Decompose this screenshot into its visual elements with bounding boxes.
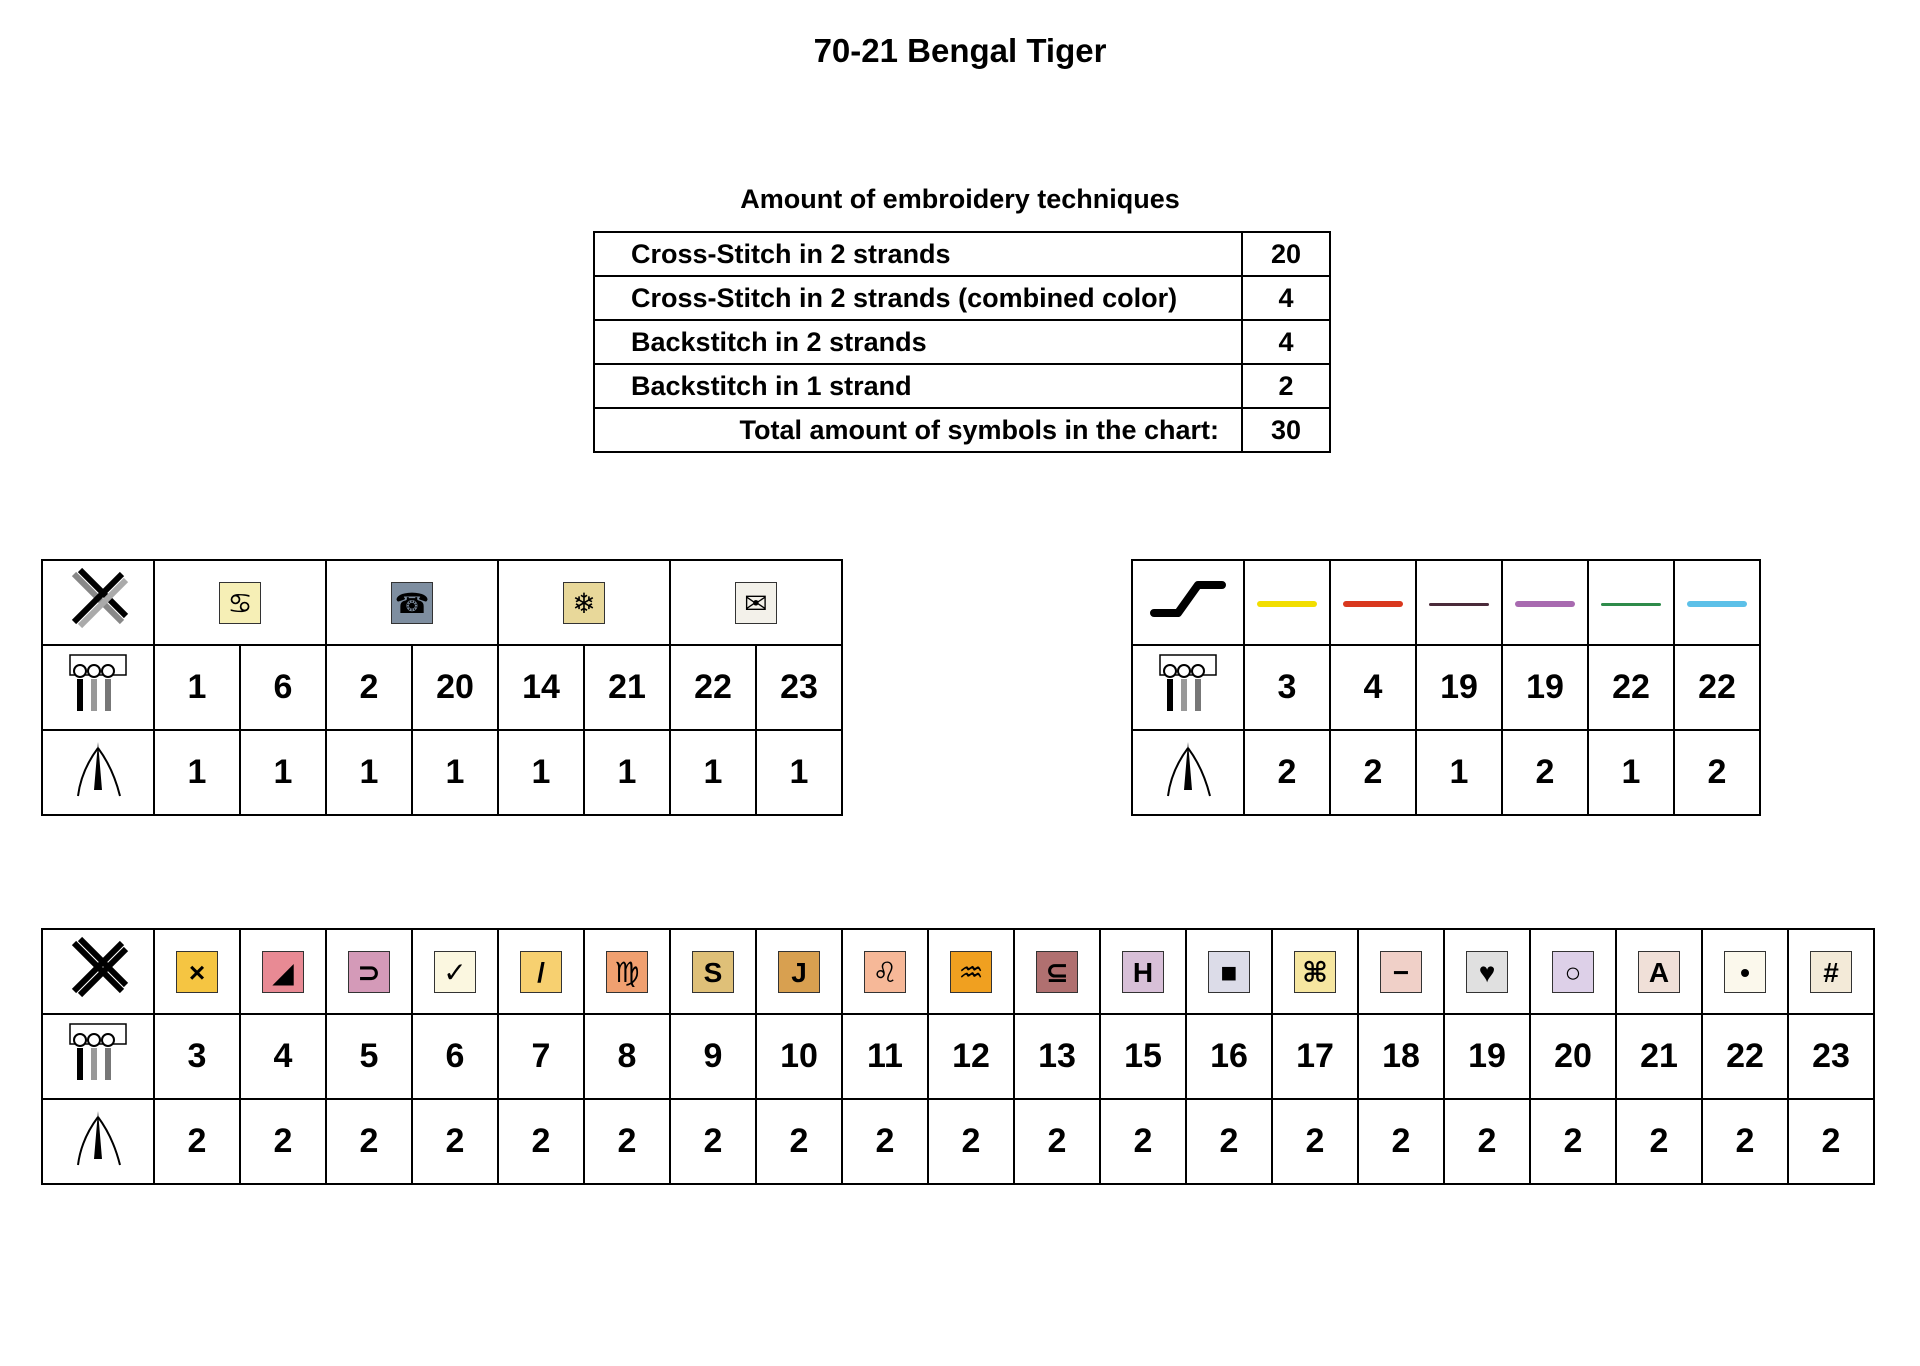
command-icon: ⌘ [1294,951,1336,993]
color-number: 20 [412,645,498,730]
strand-count: 1 [1588,730,1674,815]
strand-count: 1 [326,730,412,815]
heart-icon: ♥ [1466,951,1508,993]
strand-count: 2 [928,1099,1014,1184]
techniques-summary-table [593,231,1331,453]
color-number: 2 [326,645,412,730]
needle-icon [42,1099,154,1184]
color-number: 3 [1244,645,1330,730]
strands-row [1132,730,1760,815]
summary-total-row [594,408,1330,452]
strand-count: 2 [240,1099,326,1184]
strand-count: 2 [1186,1099,1272,1184]
strand-count: 2 [1702,1099,1788,1184]
color-number: 22 [1674,645,1760,730]
summary-label: Backstitch in 2 strands [594,320,1242,364]
symbol-row [42,929,1874,1014]
line-row [1132,560,1760,645]
color-number: 1 [154,645,240,730]
cross-stitch-icon [42,560,154,645]
symbol-cell [240,929,326,1014]
color-number: 11 [842,1014,928,1099]
strand-count: 2 [1100,1099,1186,1184]
backstitch-icon [1132,560,1244,645]
letter-h-icon: H [1122,951,1164,993]
color-number: 19 [1444,1014,1530,1099]
symbol-cell [412,929,498,1014]
summary-value: 20 [1242,232,1330,276]
color-number: 22 [1588,645,1674,730]
needle-icon [1132,730,1244,815]
symbol-cell [842,929,928,1014]
strand-count: 2 [154,1099,240,1184]
color-number: 8 [584,1014,670,1099]
color-row [1132,645,1760,730]
cross-stitch-icon [42,929,154,1014]
strand-count: 2 [1358,1099,1444,1184]
summary-total-label: Total amount of symbols in the chart: [594,408,1242,452]
line-cell [1416,560,1502,645]
color-number: 21 [584,645,670,730]
color-number: 6 [412,1014,498,1099]
strand-count: 1 [412,730,498,815]
color-number: 10 [756,1014,842,1099]
summary-row [594,232,1330,276]
backstitch-line-icon [1687,601,1747,607]
strand-count: 1 [240,730,326,815]
symbol-cell [1788,929,1874,1014]
color-number: 5 [326,1014,412,1099]
symbol-cell [1014,929,1100,1014]
subset-icon: ⊆ [1036,951,1078,993]
symbol-cell [1186,929,1272,1014]
color-number: 19 [1416,645,1502,730]
leo-sign-icon: ♌ [864,951,906,993]
color-number: 13 [1014,1014,1100,1099]
color-number: 20 [1530,1014,1616,1099]
symbol-cell [670,560,842,645]
combined-cross-stitch-legend [41,559,843,816]
summary-value: 4 [1242,320,1330,364]
strand-count: 2 [670,1099,756,1184]
cross-stitch-legend [41,928,1875,1185]
strand-count: 2 [1272,1099,1358,1184]
strand-count: 2 [498,1099,584,1184]
symbol-cell [326,560,498,645]
symbol-cell [1444,929,1530,1014]
strand-count: 1 [154,730,240,815]
strand-count: 2 [1244,730,1330,815]
envelope-icon: ✉ [735,582,777,624]
floss-skein-icon [1132,645,1244,730]
summary-label: Backstitch in 1 strand [594,364,1242,408]
strand-count: 2 [1788,1099,1874,1184]
color-number: 9 [670,1014,756,1099]
cross-mark-icon: × [176,951,218,993]
color-number: 17 [1272,1014,1358,1099]
color-number: 22 [1702,1014,1788,1099]
symbol-cell [498,929,584,1014]
summary-label: Cross-Stitch in 2 strands [594,232,1242,276]
strand-count: 1 [498,730,584,815]
symbol-cell [584,929,670,1014]
strands-row [42,1099,1874,1184]
color-number: 22 [670,645,756,730]
symbol-cell [154,929,240,1014]
symbol-row [42,560,842,645]
symbol-cell [326,929,412,1014]
backstitch-line-icon [1429,603,1489,606]
line-cell [1502,560,1588,645]
color-number: 18 [1358,1014,1444,1099]
color-number: 7 [498,1014,584,1099]
color-number: 19 [1502,645,1588,730]
symbol-cell [1100,929,1186,1014]
summary-label: Cross-Stitch in 2 strands (combined color) [594,276,1242,320]
color-number: 4 [1330,645,1416,730]
color-number: 23 [756,645,842,730]
letter-s-icon: S [692,951,734,993]
strand-count: 2 [584,1099,670,1184]
summary-value: 2 [1242,364,1330,408]
check-mark-icon: ✓ [434,951,476,993]
strand-count: 2 [1674,730,1760,815]
strand-count: 2 [1616,1099,1702,1184]
backstitch-line-icon [1515,601,1575,607]
strands-row [42,730,842,815]
strand-count: 2 [1444,1099,1530,1184]
symbol-cell [154,560,326,645]
virgo-sign-icon: ♍ [606,951,648,993]
symbol-cell [670,929,756,1014]
symbol-cell [1702,929,1788,1014]
color-row [42,645,842,730]
superset-icon: ⊃ [348,951,390,993]
summary-row [594,320,1330,364]
hash-icon: # [1810,951,1852,993]
symbol-cell [756,929,842,1014]
backstitch-legend [1131,559,1761,816]
line-cell [1588,560,1674,645]
color-number: 3 [154,1014,240,1099]
color-row [42,1014,1874,1099]
circle-icon: ○ [1552,951,1594,993]
summary-total-value: 30 [1242,408,1330,452]
symbol-cell [1358,929,1444,1014]
strand-count: 2 [842,1099,928,1184]
telephone-icon: ☎ [391,582,433,624]
square-icon: ■ [1208,951,1250,993]
color-number: 15 [1100,1014,1186,1099]
strand-count: 1 [756,730,842,815]
triangle-icon: ◢ [262,951,304,993]
symbol-cell [1616,929,1702,1014]
color-number: 16 [1186,1014,1272,1099]
color-number: 12 [928,1014,1014,1099]
floss-skein-icon [42,645,154,730]
strand-count: 1 [1416,730,1502,815]
strand-count: 2 [1502,730,1588,815]
summary-row [594,364,1330,408]
slash-icon: / [520,951,562,993]
strand-count: 1 [670,730,756,815]
dot-icon: • [1724,951,1766,993]
backstitch-line-icon [1257,601,1317,607]
page-title: 70-21 Bengal Tiger [813,32,1107,69]
line-cell [1674,560,1760,645]
strand-count: 2 [326,1099,412,1184]
strand-count: 2 [1530,1099,1616,1184]
color-number: 23 [1788,1014,1874,1099]
cancer-sign-icon: ♋ [219,582,261,624]
floss-skein-icon [42,1014,154,1099]
line-cell [1330,560,1416,645]
needle-icon [42,730,154,815]
symbol-cell [1272,929,1358,1014]
strand-count: 2 [412,1099,498,1184]
color-number: 4 [240,1014,326,1099]
summary-value: 4 [1242,276,1330,320]
aquarius-sign-icon: ♒ [950,951,992,993]
color-number: 6 [240,645,326,730]
summary-row [594,276,1330,320]
dash-icon: − [1380,951,1422,993]
strand-count: 2 [1014,1099,1100,1184]
strand-count: 2 [756,1099,842,1184]
backstitch-line-icon [1601,603,1661,606]
color-number: 21 [1616,1014,1702,1099]
symbol-cell [928,929,1014,1014]
backstitch-line-icon [1343,601,1403,607]
line-cell [1244,560,1330,645]
color-number: 14 [498,645,584,730]
summary-heading: Amount of embroidery techniques [740,184,1180,214]
symbol-cell [498,560,670,645]
strand-count: 2 [1330,730,1416,815]
snowflake-icon: ❄ [563,582,605,624]
symbol-cell [1530,929,1616,1014]
letter-a-icon: A [1638,951,1680,993]
strand-count: 1 [584,730,670,815]
letter-j-icon: J [778,951,820,993]
